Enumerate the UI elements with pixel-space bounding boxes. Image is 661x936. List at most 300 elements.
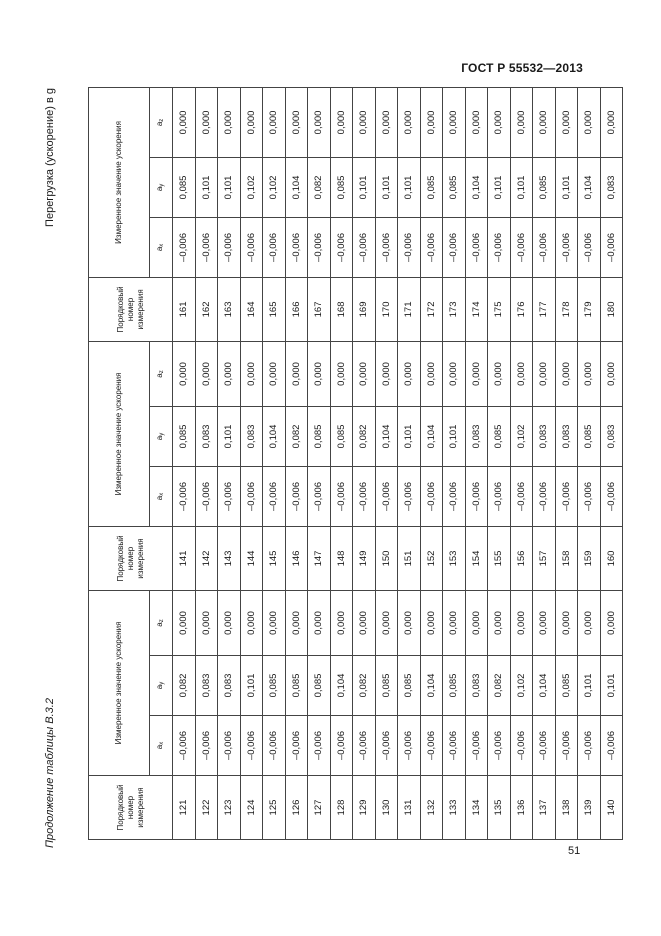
ay-value-cell: 0,085 [330, 406, 353, 466]
table-row [555, 87, 578, 839]
ax-header-subscript: x [159, 741, 165, 745]
ay-value-cell: 0,082 [285, 406, 308, 466]
ay-value-cell: 0,083 [218, 656, 241, 716]
az-header [150, 590, 173, 655]
measurement-number-cell: 134 [465, 776, 488, 840]
ay-value-cell: 0,082 [353, 656, 376, 716]
ay-value-cell: 0,101 [510, 157, 533, 217]
az-value-cell: 0,000 [420, 341, 443, 406]
measurement-number-cell: 155 [488, 526, 511, 590]
table-row [578, 87, 601, 839]
measured-acceleration-header: Измеренное значение ускорения [89, 341, 150, 526]
ay-header [150, 157, 173, 217]
ax-header [150, 466, 173, 526]
az-value-cell: 0,000 [330, 341, 353, 406]
table-row [263, 87, 286, 839]
measurement-number-cell: 132 [420, 776, 443, 840]
measured-acceleration-header: Измеренное значение ускорения [89, 590, 150, 775]
table-row [398, 87, 421, 839]
table-continuation-caption: Продолжение таблицы В.3.2 [44, 698, 56, 848]
measurement-number-cell: 142 [195, 526, 218, 590]
measurement-number-cell: 130 [375, 776, 398, 840]
measurement-number-cell: 140 [600, 776, 623, 840]
az-value-cell: 0,000 [195, 590, 218, 655]
table-row [420, 87, 443, 839]
ax-value-cell: –0,006 [465, 217, 488, 277]
az-value-cell: 0,000 [218, 590, 241, 655]
ay-value-cell: 0,104 [375, 406, 398, 466]
measurement-number-cell: 151 [398, 526, 421, 590]
ay-value-cell: 0,083 [600, 406, 623, 466]
ay-value-cell: 0,104 [420, 656, 443, 716]
ax-header-base: a [155, 495, 164, 501]
ax-value-cell: –0,006 [578, 217, 601, 277]
az-value-cell: 0,000 [443, 590, 466, 655]
ay-value-cell: 0,085 [420, 157, 443, 217]
ay-value-cell: 0,082 [488, 656, 511, 716]
ay-value-cell: 0,083 [195, 406, 218, 466]
table-row [285, 87, 308, 839]
az-value-cell: 0,000 [533, 87, 556, 157]
az-header-base: a [155, 622, 164, 627]
ax-value-cell: –0,006 [218, 217, 241, 277]
measurement-number-cell: 129 [353, 776, 376, 840]
ay-value-cell: 0,085 [173, 406, 196, 466]
az-value-cell: 0,000 [555, 87, 578, 157]
measurement-number-cell: 137 [533, 776, 556, 840]
measurement-number-cell: 147 [308, 526, 331, 590]
ax-value-cell: –0,006 [465, 716, 488, 776]
measurement-number-cell: 128 [330, 776, 353, 840]
measurement-number-cell: 166 [285, 277, 308, 341]
ax-value-cell: –0,006 [443, 217, 466, 277]
ay-value-cell: 0,085 [443, 656, 466, 716]
measurement-number-cell: 157 [533, 526, 556, 590]
ax-value-cell: –0,006 [398, 217, 421, 277]
table-row [510, 87, 533, 839]
az-value-cell: 0,000 [600, 341, 623, 406]
measurement-number-cell: 174 [465, 277, 488, 341]
ay-value-cell: 0,083 [195, 656, 218, 716]
table-row [353, 87, 376, 839]
measurement-number-header [89, 776, 173, 840]
measurement-number-cell: 139 [578, 776, 601, 840]
ay-value-cell: 0,083 [533, 406, 556, 466]
ax-value-cell: –0,006 [533, 466, 556, 526]
measured-acceleration-header: Измеренное значение ускорения [89, 87, 150, 277]
ay-value-cell: 0,083 [555, 406, 578, 466]
measurement-number-cell: 152 [420, 526, 443, 590]
measurement-number-cell: 178 [555, 277, 578, 341]
ay-value-cell: 0,085 [398, 656, 421, 716]
measurement-number-cell: 162 [195, 277, 218, 341]
az-value-cell: 0,000 [173, 590, 196, 655]
ay-value-cell: 0,101 [218, 157, 241, 217]
ax-value-cell: –0,006 [285, 217, 308, 277]
az-value-cell: 0,000 [465, 341, 488, 406]
ax-header-subscript: x [159, 492, 165, 496]
rotated-page-content [44, 88, 617, 848]
measurement-number-cell: 159 [578, 526, 601, 590]
ay-value-cell: 0,085 [443, 157, 466, 217]
az-header-subscript: z [159, 118, 165, 122]
ay-value-cell: 0,104 [285, 157, 308, 217]
ay-value-cell: 0,085 [308, 656, 331, 716]
measurement-number-cell: 136 [510, 776, 533, 840]
az-value-cell: 0,000 [420, 590, 443, 655]
ax-value-cell: –0,006 [330, 217, 353, 277]
ax-value-cell: –0,006 [578, 466, 601, 526]
ax-value-cell: –0,006 [240, 716, 263, 776]
ax-value-cell: –0,006 [330, 716, 353, 776]
ax-value-cell: –0,006 [353, 217, 376, 277]
az-value-cell: 0,000 [443, 341, 466, 406]
ax-value-cell: –0,006 [420, 217, 443, 277]
ax-value-cell: –0,006 [443, 716, 466, 776]
ay-value-cell: 0,101 [375, 157, 398, 217]
az-header [150, 87, 173, 157]
table-row [375, 87, 398, 839]
az-value-cell: 0,000 [218, 341, 241, 406]
az-value-cell: 0,000 [195, 341, 218, 406]
ax-value-cell: –0,006 [533, 716, 556, 776]
ay-value-cell: 0,083 [240, 406, 263, 466]
ax-value-cell: –0,006 [308, 466, 331, 526]
measurement-number-cell: 164 [240, 277, 263, 341]
ay-value-cell: 0,101 [600, 656, 623, 716]
measurement-number-cell: 138 [555, 776, 578, 840]
measurement-number-cell: 173 [443, 277, 466, 341]
az-value-cell: 0,000 [173, 87, 196, 157]
az-value-cell: 0,000 [600, 590, 623, 655]
ay-value-cell: 0,082 [308, 157, 331, 217]
ay-value-cell: 0,102 [510, 406, 533, 466]
az-value-cell: 0,000 [488, 341, 511, 406]
table-header-row [89, 87, 150, 839]
ay-value-cell: 0,104 [533, 656, 556, 716]
az-value-cell: 0,000 [285, 87, 308, 157]
ax-value-cell: –0,006 [308, 716, 331, 776]
ay-value-cell: 0,085 [375, 656, 398, 716]
ax-value-cell: –0,006 [353, 716, 376, 776]
ay-header-base: a [155, 186, 164, 192]
ay-value-cell: 0,082 [353, 406, 376, 466]
measurement-number-cell: 144 [240, 526, 263, 590]
az-value-cell: 0,000 [555, 341, 578, 406]
ay-value-cell: 0,085 [308, 406, 331, 466]
ay-value-cell: 0,101 [240, 656, 263, 716]
measurement-number-cell: 123 [218, 776, 241, 840]
az-header-subscript: z [159, 370, 165, 374]
az-value-cell: 0,000 [353, 87, 376, 157]
ay-value-cell: 0,104 [578, 157, 601, 217]
ay-value-cell: 0,085 [488, 406, 511, 466]
measurement-number-cell: 121 [173, 776, 196, 840]
ax-value-cell: –0,006 [173, 716, 196, 776]
ay-value-cell: 0,085 [330, 157, 353, 217]
measurement-number-cell: 131 [398, 776, 421, 840]
ax-value-cell: –0,006 [218, 716, 241, 776]
ax-value-cell: –0,006 [263, 466, 286, 526]
az-value-cell: 0,000 [308, 341, 331, 406]
ax-value-cell: –0,006 [285, 716, 308, 776]
ax-value-cell: –0,006 [398, 466, 421, 526]
ax-value-cell: –0,006 [488, 716, 511, 776]
ay-header [150, 406, 173, 466]
table-row [600, 87, 623, 839]
az-value-cell: 0,000 [578, 87, 601, 157]
measurement-number-cell: 146 [285, 526, 308, 590]
measurement-number-cell: 156 [510, 526, 533, 590]
measurement-number-cell: 165 [263, 277, 286, 341]
ax-value-cell: –0,006 [240, 217, 263, 277]
ax-header-subscript: x [159, 243, 165, 247]
az-value-cell: 0,000 [240, 87, 263, 157]
page-number: 51 [568, 845, 581, 857]
ay-value-cell: 0,104 [330, 656, 353, 716]
az-value-cell: 0,000 [443, 87, 466, 157]
az-value-cell: 0,000 [195, 87, 218, 157]
ax-value-cell: –0,006 [398, 716, 421, 776]
ay-value-cell: 0,101 [488, 157, 511, 217]
az-value-cell: 0,000 [555, 590, 578, 655]
az-value-cell: 0,000 [510, 341, 533, 406]
table-row [195, 87, 218, 839]
az-value-cell: 0,000 [510, 590, 533, 655]
az-value-cell: 0,000 [398, 590, 421, 655]
measurement-number-cell: 133 [443, 776, 466, 840]
measurement-number-cell: 126 [285, 776, 308, 840]
az-value-cell: 0,000 [285, 341, 308, 406]
ax-value-cell: –0,006 [263, 217, 286, 277]
measurement-number-cell: 143 [218, 526, 241, 590]
table-subheader-row [150, 87, 173, 839]
ay-value-cell: 0,101 [218, 406, 241, 466]
ay-value-cell: 0,102 [510, 656, 533, 716]
table-row [488, 87, 511, 839]
az-value-cell: 0,000 [308, 87, 331, 157]
az-value-cell: 0,000 [488, 590, 511, 655]
table-row [533, 87, 556, 839]
measurement-number-cell: 141 [173, 526, 196, 590]
ay-header-base: a [155, 435, 164, 441]
measurement-number-cell: 171 [398, 277, 421, 341]
measurement-number-cell: 125 [263, 776, 286, 840]
az-value-cell: 0,000 [285, 590, 308, 655]
ax-value-cell: –0,006 [555, 217, 578, 277]
measurement-number-cell: 127 [308, 776, 331, 840]
ay-value-cell: 0,085 [263, 656, 286, 716]
ay-value-cell: 0,101 [398, 157, 421, 217]
measurement-number-cell: 177 [533, 277, 556, 341]
ax-value-cell: –0,006 [375, 217, 398, 277]
ax-value-cell: –0,006 [285, 466, 308, 526]
az-header [150, 341, 173, 406]
ay-value-cell: 0,101 [195, 157, 218, 217]
measurement-number-cell: 176 [510, 277, 533, 341]
ay-value-cell: 0,102 [240, 157, 263, 217]
measurement-number-header-label: Порядковый номер измерения [115, 535, 145, 582]
ax-value-cell: –0,006 [173, 466, 196, 526]
ay-value-cell: 0,085 [285, 656, 308, 716]
ax-value-cell: –0,006 [533, 217, 556, 277]
ay-value-cell: 0,102 [263, 157, 286, 217]
az-value-cell: 0,000 [353, 590, 376, 655]
measurement-number-cell: 167 [308, 277, 331, 341]
ay-value-cell: 0,104 [263, 406, 286, 466]
ay-header-subscript: y [159, 432, 165, 436]
ax-value-cell: –0,006 [555, 466, 578, 526]
az-value-cell: 0,000 [533, 341, 556, 406]
az-value-cell: 0,000 [600, 87, 623, 157]
ay-value-cell: 0,085 [173, 157, 196, 217]
az-header-subscript: z [159, 619, 165, 623]
az-value-cell: 0,000 [578, 590, 601, 655]
ax-value-cell: –0,006 [420, 466, 443, 526]
az-value-cell: 0,000 [510, 87, 533, 157]
az-value-cell: 0,000 [420, 87, 443, 157]
az-value-cell: 0,000 [263, 341, 286, 406]
az-value-cell: 0,000 [488, 87, 511, 157]
ay-value-cell: 0,083 [465, 406, 488, 466]
measurement-number-cell: 145 [263, 526, 286, 590]
measurement-number-cell: 150 [375, 526, 398, 590]
measurement-number-cell: 175 [488, 277, 511, 341]
az-value-cell: 0,000 [398, 341, 421, 406]
table-row [465, 87, 488, 839]
ay-value-cell: 0,101 [398, 406, 421, 466]
measurement-number-cell: 122 [195, 776, 218, 840]
measurement-number-cell: 170 [375, 277, 398, 341]
ay-value-cell: 0,101 [555, 157, 578, 217]
ay-value-cell: 0,083 [465, 656, 488, 716]
document-standard-header: ГОСТ Р 55532—2013 [461, 61, 583, 75]
measurement-number-cell: 148 [330, 526, 353, 590]
ax-header [150, 716, 173, 776]
measurement-number-header-label: Порядковый номер измерения [115, 286, 145, 333]
measurement-number-header [89, 526, 173, 590]
ax-value-cell: –0,006 [195, 466, 218, 526]
ax-value-cell: –0,006 [218, 466, 241, 526]
measurement-number-cell: 154 [465, 526, 488, 590]
az-value-cell: 0,000 [375, 341, 398, 406]
az-value-cell: 0,000 [578, 341, 601, 406]
ax-value-cell: –0,006 [600, 217, 623, 277]
az-value-cell: 0,000 [308, 590, 331, 655]
ax-header-base: a [155, 744, 164, 750]
az-value-cell: 0,000 [533, 590, 556, 655]
table-row [308, 87, 331, 839]
ay-header-subscript: y [159, 681, 165, 685]
measurement-number-cell: 172 [420, 277, 443, 341]
overload-units-caption: Перегрузка (ускорение) в g [44, 88, 56, 227]
ax-value-cell: –0,006 [465, 466, 488, 526]
table-row [330, 87, 353, 839]
ay-value-cell: 0,083 [600, 157, 623, 217]
ax-value-cell: –0,006 [420, 716, 443, 776]
measurement-number-cell: 149 [353, 526, 376, 590]
ax-value-cell: –0,006 [488, 217, 511, 277]
measurement-number-cell: 153 [443, 526, 466, 590]
az-value-cell: 0,000 [375, 87, 398, 157]
ax-value-cell: –0,006 [488, 466, 511, 526]
measurement-number-cell: 169 [353, 277, 376, 341]
table-row [240, 87, 263, 839]
table-row [443, 87, 466, 839]
ay-value-cell: 0,085 [578, 406, 601, 466]
az-value-cell: 0,000 [330, 87, 353, 157]
measurement-number-cell: 158 [555, 526, 578, 590]
ay-value-cell: 0,104 [420, 406, 443, 466]
ax-value-cell: –0,006 [195, 716, 218, 776]
az-header-base: a [155, 121, 164, 127]
ax-value-cell: –0,006 [443, 466, 466, 526]
ax-value-cell: –0,006 [308, 217, 331, 277]
ax-value-cell: –0,006 [240, 466, 263, 526]
ax-value-cell: –0,006 [330, 466, 353, 526]
az-value-cell: 0,000 [173, 341, 196, 406]
measurement-number-cell: 168 [330, 277, 353, 341]
ax-value-cell: –0,006 [600, 466, 623, 526]
ay-value-cell: 0,082 [173, 656, 196, 716]
ax-header [150, 217, 173, 277]
measurement-number-cell: 179 [578, 277, 601, 341]
measurement-number-cell: 163 [218, 277, 241, 341]
az-value-cell: 0,000 [218, 87, 241, 157]
ax-value-cell: –0,006 [375, 716, 398, 776]
measurement-number-cell: 180 [600, 277, 623, 341]
table-row [173, 87, 196, 839]
ax-header-base: a [155, 246, 164, 252]
ax-value-cell: –0,006 [353, 466, 376, 526]
az-header-base: a [155, 373, 164, 378]
ay-value-cell: 0,101 [578, 656, 601, 716]
az-value-cell: 0,000 [240, 341, 263, 406]
ay-value-cell: 0,101 [353, 157, 376, 217]
ax-value-cell: –0,006 [375, 466, 398, 526]
az-value-cell: 0,000 [240, 590, 263, 655]
az-value-cell: 0,000 [263, 87, 286, 157]
ax-value-cell: –0,006 [578, 716, 601, 776]
ay-value-cell: 0,101 [443, 406, 466, 466]
ax-value-cell: –0,006 [555, 716, 578, 776]
ay-header [150, 656, 173, 716]
ax-value-cell: –0,006 [173, 217, 196, 277]
measurement-number-cell: 161 [173, 277, 196, 341]
az-value-cell: 0,000 [465, 87, 488, 157]
measurement-number-header [89, 277, 173, 341]
measurement-number-cell: 160 [600, 526, 623, 590]
table-row [218, 87, 241, 839]
measurement-number-header-label: Порядковый номер измерения [115, 784, 145, 831]
az-value-cell: 0,000 [353, 341, 376, 406]
ax-value-cell: –0,006 [510, 217, 533, 277]
ax-value-cell: –0,006 [195, 217, 218, 277]
table-body [173, 87, 623, 839]
az-value-cell: 0,000 [330, 590, 353, 655]
measurement-number-cell: 135 [488, 776, 511, 840]
ay-header-subscript: y [159, 183, 165, 187]
ax-value-cell: –0,006 [600, 716, 623, 776]
ay-value-cell: 0,104 [465, 157, 488, 217]
ay-header-base: a [155, 684, 164, 690]
ax-value-cell: –0,006 [263, 716, 286, 776]
ax-value-cell: –0,006 [510, 466, 533, 526]
measurement-number-cell: 124 [240, 776, 263, 840]
az-value-cell: 0,000 [263, 590, 286, 655]
az-value-cell: 0,000 [375, 590, 398, 655]
measurement-table [88, 87, 623, 840]
